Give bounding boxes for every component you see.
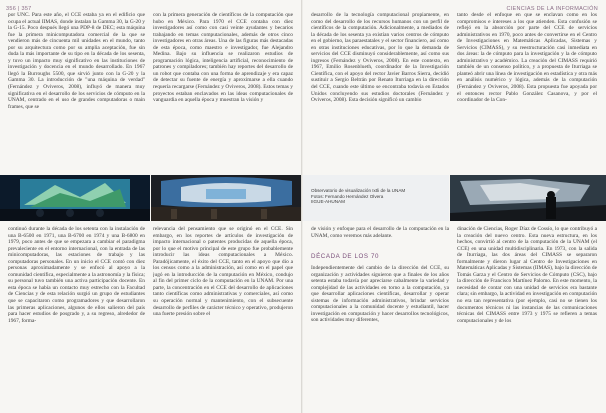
left-page [0, 0, 302, 413]
paragraph: Independientemente del cambio de la dirección del CCE, su organización y actividades siguieron que a finales de los años setenta estaba todavía por apreciarse cabalmente la variedad y complejidad de las actividades en torno a la computación, ya que desarrollar aplicaciones científicas, desarrollar y operar sistemas de información administrativos, brindar servicios computacionales a la comunidad docente y estudiantil, hacer investigación en computación y hacer desarrollos tecnológicos, son actividades muy diferentes, [311, 265, 449, 324]
text-column-3-bottom-intro [311, 226, 449, 248]
section-subheading: DÉCADA DE LOS 70 [311, 253, 380, 260]
photo-visualization-room-3 [450, 175, 606, 221]
text-column-2-bottom [153, 226, 293, 409]
right-page [303, 0, 606, 413]
paragraph: de visión y enfoque para el desarrollo de la computación en la UNAM, como veremos más adelante. [311, 226, 449, 239]
paragraph: con la primera generación de científicos de la computación que hubo en México. Para 1970 el CCE contaba con diez investigadores así como con casi veinte ayudantes y becarios trabajando en temas computacionales, además de otros cinco investigadores en otras áreas. Una de las figuras más destacadas de esta época, como maestro e investigador, fue Alejandro Medina. Bajo su influencia se realizaron estudios de programación lógica, inteligencia artificial, reconocimiento de patrones y compiladores; también hay reportes del desarrollo de un robot que contaba con una forma de aprendizaje y era capaz de detectar su fuente de energía y aproximarse a ella cuando requería recargarse (Fernández y Oviveros, 2008). Estos temas y proyectos estaban enclavados en las ideas computacionales de vanguardia en aquella época y muestran la visión y [153, 12, 293, 104]
text-column-2-top [153, 12, 293, 172]
caption-credit: Fotos: Fernando Hernández Olvera [311, 193, 384, 199]
photo-caption-panel [303, 175, 449, 221]
paragraph: continuó durante la década de los setenta con la instalación de una B-6500 en 1971, una B-6700 en 1974 y una B-6800 en 1979, poco antes de que se empezara a cambiar el paradigma prevaleciente en el entorno internacional, con la entrada de las minicomputadoras, las estaciones de trabajo y las computadoras personales. En un inicio el CCE contó con diez personas aproximadamente y se enfocó al apoyo a la comunidad científica, especialmente a la astronomía y la física; su personal tuvo también una activa participación docente. En esta época se había un contacto muy estrecho con la Facultad de Ciencias y de esta relación surgió un grupo de estudiantes que se capacitaron como programadores y que desarrollaron las primeras aplicaciones, algunos de ellos salieron del país para hacer estudios de posgrado y, a su regreso, alrededor de 1967, forma- [8, 226, 145, 324]
paragraph: dinación de Ciencias, Roger Díaz de Cossío, lo que contribuyó a la creación del nuevo centro. Esta nueva estructura, en los hechos, convirtió al centro de la computación de la UNAM (el CCE) en una unidad multidisciplinaria. En 1973, con la salida de Iturriaga, las dos áreas del CIMASS se separaron formalmente y dieron lugar al Centro de Investigaciones en Matemáticas Aplicadas y Sistemas (IIMAS), bajo la dirección de Tomás Garza y el Centro de Servicios de Cómputo (CSC), bajo la dirección de Francisco Martínez Palomo. En este momento, la necesidad de contar con una unidad de servicios era bastante clara; sin embargo, la actividad en investigación en computación no era tan representativa (por ejemplo, casi no se tienen los documentos técnicos ni las instancias de las comunicaciones técnicas del CIMASS entre 1973 y 1975 se refieren a temas computacionales y de los [457, 226, 597, 324]
photo-visualization-room-1 [0, 175, 150, 221]
paragraph: desarrollo de la tecnología computacional propiamente, en como del desarrollo de los recursos humanos con un perfil de científicos de la computación. Adicionalmente, a mediados de la década de los sesenta ya existían varios centros de cómputo en el gobierno, las paraestatales y el sector financiero, así como en otras instituciones educativas, por lo que la demanda de servicios del CCE disminuyó considerablemente, así como sus ingresos (Fernández y Oviveros, 2008). En este contexto, en 1967, Emilio Rosenblueth, coordinador de la Investigación Científica, con el apoyo del rector Javier Barros Sierra, decidió sustituir a Sergio Beltrán por Renato Iturriaga en la dirección del CCE, cuando este último se encontraba todavía en Estados Unidos concluyendo sus estudios doctorales (Fernández y Oviveros, 2008). Esta decisión significó un cambio [311, 12, 449, 104]
text-column-1-bottom [8, 226, 145, 409]
text-column-4-top [457, 12, 597, 172]
text-column-1-top [8, 12, 145, 172]
page-folio-left: 356 | 357 [6, 6, 32, 12]
text-column-3-top [311, 12, 449, 172]
paragraph: tanto desde el enfoque en que se enclavan como en los compromisos e intereses a los que atienden. Esta confusión se reflejó en la absorción por parte del CCE de servicios administrativos en 1970, poco antes de convertirse en el Centro de Investigaciones en Matemáticas Aplicadas, Sistemas y Servicios (CIMASS), y su reestructuración casi inmediata en dos áreas: la de cómputo para la investigación y la de cómputo administrativo y académico. La creación del CIMASS requirió también de un consenso político, y a propuesta de Iturriaga se planteó abrir una línea de investigación en estadística y otra más en análisis numérico y lógica, además de la computación (Fernández y Oviveros, 2008). Esta propuesta fue apoyada por el entonces rector Pablo González Casanova, y por el coordinador de la Con- [457, 12, 597, 104]
caption-source: IIGUE-AHUNAM [311, 199, 345, 205]
text-column-4-bottom [457, 226, 597, 409]
text-column-3-bottom [311, 265, 449, 409]
paragraph: por UNC. Para este año, el CCE estaba ya en el edificio que ocupa el actual IIMAS, donde instalan la Gamma 30, la G-20 y la G-15. Poco después llegó una PDP-8 de DEC; esta máquina fue la primera minicomputadora comercial de la que se vendieron más de cincuenta mil unidades en el mundo, tanto por su arquitectura como por su amplia aceptación, fue sin duda la más importante de su tipo en la década de los sesenta, y tuvo un impacto muy significativo en las instituciones de investigación y docencia en el mundo desarrollado. En 1967 llegó la Burroughs 5500, que sirvió junto con la G-20 y la Gamma 30. La introducción de "una máquina de verdad" (Fernández y Oviveros, 2008), influyó de manera muy significativa en el desarrollo de los servicios de cómputo en la UNAM, centrado en el uso de grandes computadoras o main frames, que se [8, 12, 145, 110]
caption-line: Observatorio de visualización Ixtli de la UNAM [311, 188, 406, 193]
paragraph: relevancia del pensamiento que se originó en el CCE. Sin embargo, en los reportes de artículos de investigación de impacto internacional o patentes producidas de aquella época, por lo que el motivo principal de este grupo fue probablemente introducir las ideas computacionales a México. Paradójicamente, el éxito del CCE, tanto en el apoyo que dio a los censos como a la administración, así como en el papel que jugó en la introducción de la computación en México, condujo al fin del primer ciclo de la computación en la UNAM. Por una parte, la concentración en el CCE del desarrollo de aplicaciones tanto científicas como administrativas y comerciales, así como su operación normal y mantenimiento, con el subsecuente desarrollo de perfiles de carácter técnico y operativo, produjeron una fuerte presión sobre el [153, 226, 293, 318]
photo-caption [311, 188, 443, 205]
section-title: CIENCIAS DE LA INFORMACIÓN [506, 6, 598, 12]
photo-visualization-room-2 [151, 175, 302, 221]
